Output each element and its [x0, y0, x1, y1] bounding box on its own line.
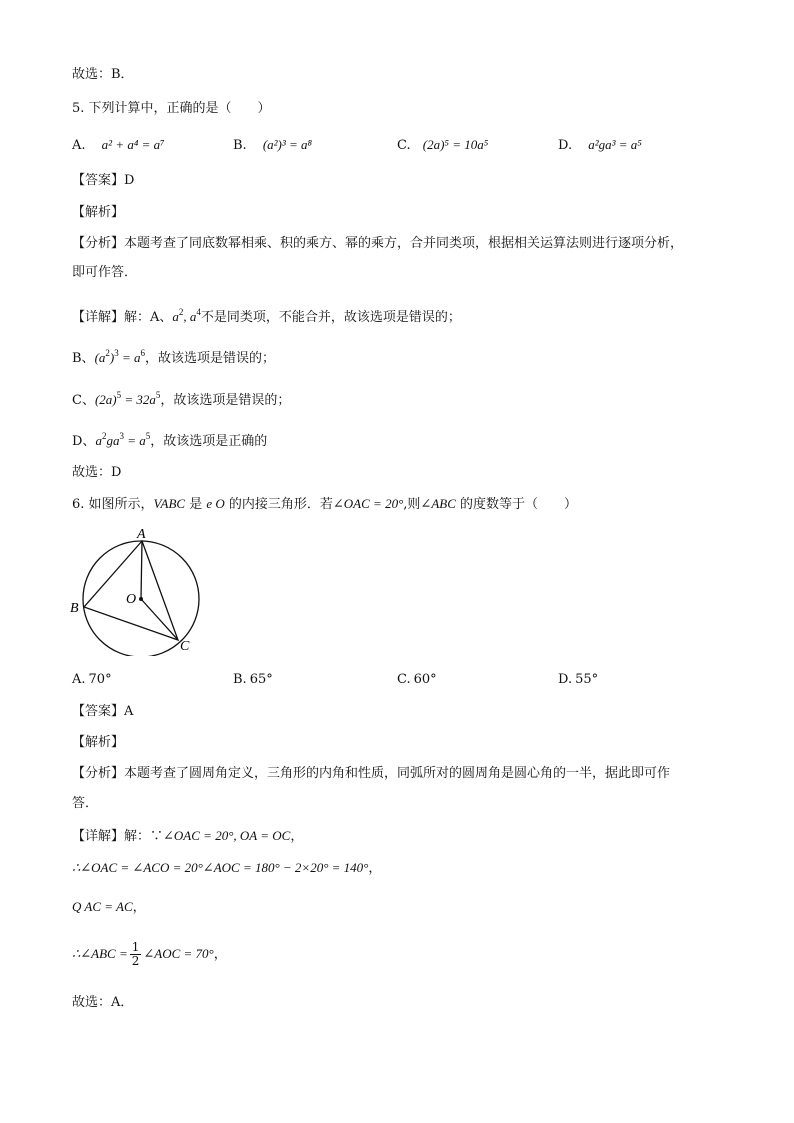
- q6-detail-line1-suffix: ，: [290, 829, 304, 844]
- q5-detail-b: B、$(a^2)^3 = a^6$，故该选项是错误的；: [72, 348, 276, 366]
- q6-figure: [66, 524, 214, 656]
- q5-detail-a-prefix: 解：A、: [124, 310, 173, 325]
- q6-option-a-value: 70°: [88, 672, 112, 687]
- q6-stem-mid3: ,则: [403, 497, 421, 512]
- q5-option-b-expr: (a²)³ = a⁸: [262, 137, 313, 152]
- q6-conclusion: 故选：A．: [72, 995, 134, 1010]
- q6-option-b-letter: B.: [233, 672, 247, 687]
- q6-fenxi-text1: 本题考查了圆周角定义，三角形的内角和性质，同弧所对的圆周角是圆心角的一半，据此即可作: [124, 766, 671, 781]
- q6-detail-line2-suffix: ，: [368, 861, 382, 876]
- q6-detail-line4-end: ，: [213, 947, 227, 962]
- q6-asked-angle: ∠ABC: [420, 496, 456, 511]
- q5-option-a-expr: a² + a⁴ = a⁷: [101, 137, 165, 152]
- q5-option-b: [233, 136, 312, 155]
- fraction-denominator: 2: [131, 954, 140, 968]
- q5-option-d-expr: a²ga³ = a⁵: [588, 137, 642, 152]
- q5-detail-b-suffix: ，故该选项是错误的；: [145, 351, 276, 366]
- label-a: A: [137, 527, 146, 542]
- q5-detail-c: C、$(2a)^5 = 32a^5$，故该选项是错误的；: [72, 390, 291, 408]
- q5-detail-c-prefix: C、: [72, 393, 95, 408]
- q6-stem-mid1: 是: [185, 497, 207, 512]
- q6-stem-mid2: 的内接三角形．若: [224, 497, 333, 512]
- q6-option-d-letter: D.: [558, 672, 573, 687]
- q6-detail-line3: [72, 898, 146, 917]
- q5-fenxi-text1: 本题考查了同底数幂相乘、积的乘方、幂的乘方，合并同类项，根据相关运算法则进行逐项分析，: [124, 236, 684, 251]
- q4-conclusion: 故选：B．: [72, 67, 134, 82]
- q6-circle: e O: [206, 496, 225, 511]
- q6-option-d: [558, 671, 598, 689]
- q5-detail-a: 【详解】解：A、$a^2$, $a^4$不是同类项，不能合并，故该选项是错误的；: [72, 307, 461, 325]
- q5-conclusion: 故选：D: [72, 465, 122, 480]
- q6-detail-line3-suffix: ，: [132, 900, 146, 915]
- fraction-numerator: 1: [131, 940, 140, 954]
- center-point-o: [139, 597, 143, 601]
- q6-option-c-letter: C.: [397, 672, 411, 687]
- q5-detail-d: D、$a^2ga^3 = a^5$，故该选项是正确的: [72, 431, 268, 449]
- q5-option-c: [397, 136, 488, 155]
- q5-detail-label: 【详解】: [72, 310, 125, 325]
- q5-option-d-letter: D.: [558, 138, 573, 153]
- q6-fenxi-label: 【分析】: [72, 766, 125, 781]
- label-o: O: [126, 592, 137, 607]
- q6-detail-line4-prefix: ∴∠ABC =: [72, 946, 128, 961]
- q6-option-c: [397, 671, 437, 689]
- q6-detail-line2: [72, 859, 381, 878]
- q6-answer-label: 【答案】: [72, 704, 125, 719]
- q6-option-d-value: 55°: [575, 672, 599, 687]
- q5-answer: [72, 172, 134, 190]
- q6-triangle: VABC: [153, 496, 186, 511]
- q5-detail-c-suffix: ，故该选项是错误的；: [160, 393, 291, 408]
- q5-option-b-letter: B.: [233, 138, 247, 153]
- q6-detail-line1-math: ∠OAC = 20°, OA = OC: [163, 828, 291, 843]
- q6-option-c-value: 60°: [413, 672, 437, 687]
- q5-option-c-expr: (2a)⁵ = 10a⁵: [422, 137, 489, 152]
- q6-detail-label: 【详解】: [72, 829, 125, 844]
- q5-detail-d-prefix: D、: [72, 434, 96, 449]
- q5-fenxi-line1: [72, 235, 683, 253]
- q6-option-b-value: 65°: [249, 672, 273, 687]
- q5-option-a: [72, 136, 165, 155]
- q6-answer: [72, 703, 133, 721]
- q5-fenxi-line2: 即可作答．: [72, 265, 138, 280]
- q6-detail-line4: [72, 938, 227, 971]
- q5-option-d: [558, 136, 642, 155]
- q5-answer-label: 【答案】: [72, 173, 125, 188]
- q6-detail-line2-math: ∴∠OAC = ∠ACO = 20°∠AOC = 180° − 2×20° = 140°: [72, 860, 369, 875]
- q5-answer-value: D: [124, 173, 135, 188]
- q6-detail-line1: [72, 827, 303, 846]
- q6-option-a-letter: A.: [72, 672, 86, 687]
- q5-detail-b-prefix: B、: [72, 351, 95, 366]
- q6-stem-suffix: 的度数等于（ ）: [455, 497, 578, 512]
- q5-analysis-label: 【解析】: [72, 205, 125, 220]
- q6-option-b: [233, 671, 273, 689]
- q6-analysis-label: 【解析】: [72, 735, 125, 750]
- q6-detail-line4-suffix: ∠AOC = 70°: [143, 946, 214, 961]
- q6-stem: [72, 495, 577, 514]
- q6-detail-line3-math: Q AC = AC: [72, 899, 133, 914]
- q5-detail-a-suffix: 不是同类项，不能合并，故该选项是错误的；: [200, 310, 461, 325]
- label-c: C: [180, 639, 190, 654]
- q6-fenxi-line2: 答．: [72, 796, 99, 811]
- segment-oa: [141, 541, 142, 599]
- q6-fenxi-line1: [72, 765, 670, 783]
- q5-fenxi-label: 【分析】: [72, 236, 125, 251]
- q6-given-angle: ∠OAC = 20°: [332, 496, 404, 511]
- q6-option-a: [72, 671, 112, 689]
- q6-stem-prefix: 6. 如图所示，: [72, 497, 154, 512]
- half-fraction: [130, 941, 142, 968]
- q5-option-c-letter: C.: [397, 138, 411, 153]
- q6-detail-line1-prefix: 解：∵: [124, 829, 164, 844]
- q6-answer-value: A: [124, 704, 134, 719]
- label-b: B: [70, 601, 79, 616]
- q5-stem: 5. 下列计算中，正确的是（ ）: [72, 101, 271, 116]
- q5-option-a-letter: A.: [72, 138, 86, 153]
- q5-detail-d-suffix: ，故该选项是正确的: [150, 434, 268, 449]
